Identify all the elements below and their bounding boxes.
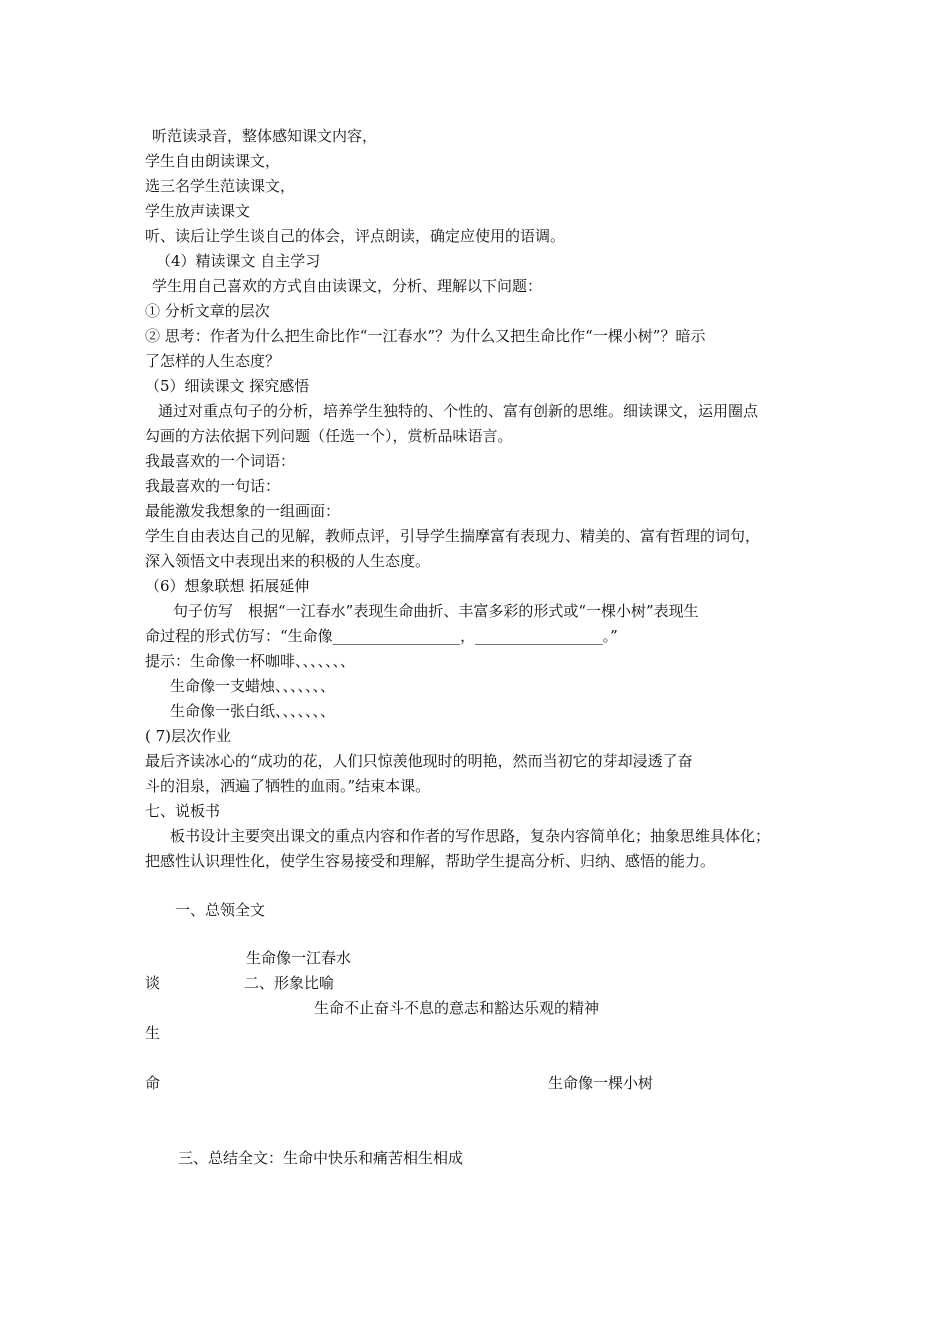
board-meaning: 生命不止奋斗不息的意志和豁达乐观的精神 xyxy=(314,999,600,1017)
board-simile-2: 生命像一棵小树 xyxy=(548,1074,654,1092)
line-imagery: 最能激发我想象的一组画面： xyxy=(145,502,341,520)
line-board-design-cont: 把感性认识理性化，使学生容易接受和理解，帮助学生提高分析、归纳、感悟的能力。 xyxy=(145,852,716,870)
heading-step-4: （4）精读课文 自主学习 xyxy=(156,252,321,270)
line-favorite-word: 我最喜欢的一个词语： xyxy=(145,452,296,470)
line-loud-reading: 学生放声读课文 xyxy=(145,202,251,220)
line-listen-recording: 听范读录音，整体感知课文内容， xyxy=(152,127,378,145)
line-three-students: 选三名学生范读课文， xyxy=(145,177,296,195)
hint-paper: 生命像一张白纸、、、、、、、 xyxy=(170,702,336,720)
line-board-design: 板书设计主要突出课文的重点内容和作者的写作思路，复杂内容简单化；抽象思维具体化； xyxy=(170,827,771,845)
board-part-2: 二、形象比喻 xyxy=(244,974,335,992)
line-bingxin-quote-cont: 斗的泪泉，洒遍了牺牲的血雨。”结束本课。 xyxy=(145,777,431,795)
line-imitation-blank: 命过程的形式仿写：“生命像_________________，_________________。” xyxy=(145,627,618,645)
line-key-sentences-cont: 勾画的方法依据下列问题（任选一个），赏析品味语言。 xyxy=(145,427,513,445)
hint-coffee: 提示：生命像一杯咖啡、、、、、、、 xyxy=(145,652,356,670)
question-2: ② 思考：作者为什么把生命比作“一江春水”？为什么又把生命比作“一棵小树”？暗示 xyxy=(145,327,706,345)
line-free-expression: 学生自由表达自己的见解，教师点评，引导学生揣摩富有表现力、精美的、富有哲理的词句， xyxy=(145,527,761,545)
board-part-3: 三、总结全文：生命中快乐和痛苦相生相成 xyxy=(178,1149,464,1167)
line-self-reading: 学生用自己喜欢的方式自由读课文，分析、理解以下问题： xyxy=(152,277,543,295)
line-free-reading: 学生自由朗读课文， xyxy=(145,152,281,170)
line-key-sentences: 通过对重点句子的分析，培养学生独特的、个性的、富有创新的思维。细读课文，运用圈点 xyxy=(158,402,759,420)
line-imitation: 句子仿写 根据“一江春水”表现生命曲折、丰富多彩的形式或“一棵小树”表现生 xyxy=(173,602,699,620)
line-free-expression-cont: 深入领悟文中表现出来的积极的人生态度。 xyxy=(145,552,431,570)
question-2-cont: 了怎样的人生态度？ xyxy=(145,352,281,370)
board-part-1: 一、总领全文 xyxy=(175,901,266,919)
board-side-char-1: 谈 xyxy=(145,974,161,992)
line-favorite-sentence: 我最喜欢的一句话： xyxy=(145,477,281,495)
heading-section-7: 七、说板书 xyxy=(145,802,221,820)
line-after-reading: 听、读后让学生谈自己的体会，评点朗读，确定应使用的语调。 xyxy=(145,227,566,245)
board-simile-1: 生命像一江春水 xyxy=(246,949,352,967)
board-side-char-2: 生 xyxy=(145,1024,161,1042)
hint-candle: 生命像一支蜡烛、、、、、、、 xyxy=(170,677,336,695)
heading-step-6: （6）想象联想 拓展延伸 xyxy=(145,577,310,595)
heading-step-7: ( 7)层次作业 xyxy=(145,727,232,745)
board-side-char-3: 命 xyxy=(145,1074,161,1092)
line-bingxin-quote: 最后齐读冰心的“成功的花，人们只惊羡他现时的明艳，然而当初它的芽却浸透了奋 xyxy=(145,752,693,770)
heading-step-5: （5）细读课文 探究感悟 xyxy=(145,377,310,395)
question-1: ① 分析文章的层次 xyxy=(145,302,270,320)
